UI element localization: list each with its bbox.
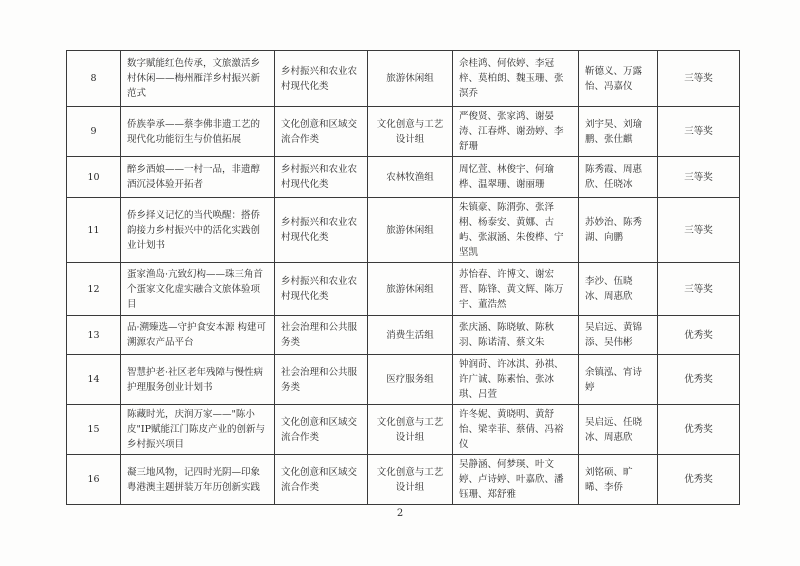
project-name: 智慧护老·社区老年残障与慢性病护理服务创业计划书 bbox=[121, 355, 275, 405]
award-level: 三等奖 bbox=[658, 51, 740, 107]
project-category: 文化创意和区域交流合作类 bbox=[275, 107, 368, 157]
tutors: 吴启远、任晓冰、周惠欣 bbox=[579, 405, 658, 455]
project-name: 侨乡择义记忆的当代唤醒：搭侨韵接力乡村振兴中的活化实践创业计划书 bbox=[121, 198, 275, 263]
tutors: 靳德义、万露怡、冯嘉仪 bbox=[579, 51, 658, 107]
project-category: 社会治理和公共服务类 bbox=[275, 355, 368, 405]
table-row bbox=[67, 355, 740, 405]
table-row bbox=[67, 263, 740, 316]
team-members: 张庆涵、陈晓敏、陈秋羽、陈诺清、蔡文朱 bbox=[453, 316, 579, 355]
page-number: 2 bbox=[396, 508, 404, 519]
tutors: 苏妙治、陈秀湖、向鹏 bbox=[579, 198, 658, 263]
project-category: 文化创意和区域交流合作类 bbox=[275, 455, 368, 505]
tutors: 陈秀霞、周惠欣、任晓冰 bbox=[579, 157, 658, 198]
row-number: 16 bbox=[67, 455, 121, 505]
team-members: 严俊贤、张家鸿、谢晏涛、江春烨、谢劲婷、李舒珊 bbox=[453, 107, 579, 157]
team-members: 苏怡春、许博文、谢宏晋、陈锋、黄文辉、陈万宇、董浩然 bbox=[453, 263, 579, 316]
award-level: 优秀奖 bbox=[658, 316, 740, 355]
project-group: 文化创意与工艺设计组 bbox=[368, 455, 453, 505]
row-number: 14 bbox=[67, 355, 121, 405]
project-category: 乡村振兴和农业农村现代化类 bbox=[275, 157, 368, 198]
award-level: 优秀奖 bbox=[658, 455, 740, 505]
team-members: 朱镇豪、陈渭弥、张泽栩、杨泰安、黄娜、古屿、张淑涵、朱俊桦、宁坚凯 bbox=[453, 198, 579, 263]
award-level: 三等奖 bbox=[658, 107, 740, 157]
team-members: 吴静涵、何梦瑛、叶文婷、卢诗婷、叶嘉欣、潘钰珊、郑舒雅 bbox=[453, 455, 579, 505]
award-level: 三等奖 bbox=[658, 198, 740, 263]
awards-table bbox=[66, 50, 740, 505]
project-name: 侨族拳承——蔡李佛非遗工艺的现代化功能衍生与价值拓展 bbox=[121, 107, 275, 157]
team-members: 许冬妮、黄晓明、黄舒怡、梁幸菲、蔡倩、冯裕仪 bbox=[453, 405, 579, 455]
tutors: 李沙、伍晓冰、周惠欣 bbox=[579, 263, 658, 316]
tutors: 余镇泓、宵诗婷 bbox=[579, 355, 658, 405]
project-group: 消费生活组 bbox=[368, 316, 453, 355]
project-group: 旅游休闲组 bbox=[368, 198, 453, 263]
project-group: 医疗服务组 bbox=[368, 355, 453, 405]
tutors: 刘铭硕、旷晞、李侨 bbox=[579, 455, 658, 505]
project-name: 品·溯臻选—守护食安本源 构建可溯源农产品平台 bbox=[121, 316, 275, 355]
project-category: 乡村振兴和农业农村现代化类 bbox=[275, 198, 368, 263]
tutors: 刘宇昊、刘瑜鹏、张仕麒 bbox=[579, 107, 658, 157]
project-category: 文化创意和区域交流合作类 bbox=[275, 405, 368, 455]
row-number: 11 bbox=[67, 198, 121, 263]
team-members: 佘桂鸿、何依婷、李冠梓、莫柏朗、魏玉珊、张溟乔 bbox=[453, 51, 579, 107]
table-row bbox=[67, 405, 740, 455]
project-name: 蛋家渔岛·亢致幻构——珠三角首个蛋家文化虚实融合文旅体验项目 bbox=[121, 263, 275, 316]
row-number: 15 bbox=[67, 405, 121, 455]
project-group: 文化创意与工艺设计组 bbox=[368, 107, 453, 157]
table-row bbox=[67, 316, 740, 355]
team-members: 周忆萱、林俊宇、何瑜桦、温翠珊、谢丽珊 bbox=[453, 157, 579, 198]
project-category: 社会治理和公共服务类 bbox=[275, 316, 368, 355]
table-row bbox=[67, 107, 740, 157]
team-members: 钟润莳、许冰淇、孙祺、许广诚、陈素怡、张冰琪、吕萱 bbox=[453, 355, 579, 405]
row-number: 8 bbox=[67, 51, 121, 107]
project-category: 乡村振兴和农业农村现代化类 bbox=[275, 51, 368, 107]
award-level: 三等奖 bbox=[658, 157, 740, 198]
table-row bbox=[67, 455, 740, 505]
award-level: 三等奖 bbox=[658, 263, 740, 316]
table-row bbox=[67, 157, 740, 198]
table-row bbox=[67, 51, 740, 107]
project-name: 数字赋能红色传承，文旅激活乡村休闲——梅州雁洋乡村振兴新范式 bbox=[121, 51, 275, 107]
table-row bbox=[67, 198, 740, 263]
awards-table-body bbox=[67, 51, 740, 505]
row-number: 13 bbox=[67, 316, 121, 355]
row-number: 12 bbox=[67, 263, 121, 316]
award-level: 优秀奖 bbox=[658, 405, 740, 455]
row-number: 9 bbox=[67, 107, 121, 157]
project-group: 旅游休闲组 bbox=[368, 263, 453, 316]
tutors: 吴启远、黄锦添、吴伟彬 bbox=[579, 316, 658, 355]
row-number: 10 bbox=[67, 157, 121, 198]
project-group: 旅游休闲组 bbox=[368, 51, 453, 107]
project-group: 文化创意与工艺设计组 bbox=[368, 405, 453, 455]
project-category: 乡村振兴和农业农村现代化类 bbox=[275, 263, 368, 316]
project-name: 陈藏时光，庆润万家——"陈小皮"IP赋能江门陈皮产业的创新与乡村振兴项目 bbox=[121, 405, 275, 455]
project-group: 农林牧渔组 bbox=[368, 157, 453, 198]
project-name: 凝三地风物，记四时光阴—印象粤港澳主题拼装万年历创新实践 bbox=[121, 455, 275, 505]
project-name: 醉乡酒娘——一村一品，非遗醇酒沉浸体验开拓者 bbox=[121, 157, 275, 198]
award-level: 优秀奖 bbox=[658, 355, 740, 405]
